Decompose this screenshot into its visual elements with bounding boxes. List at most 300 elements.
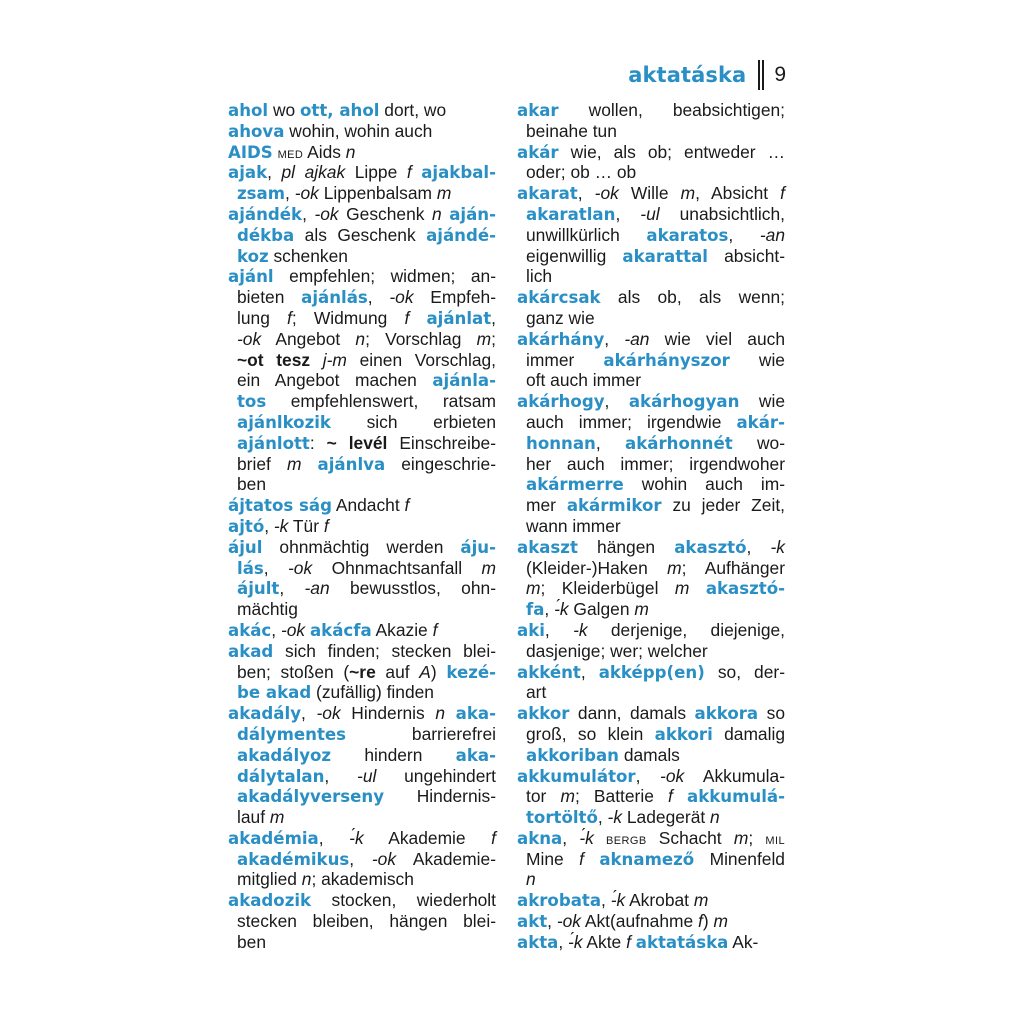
grammar-label: n: [345, 141, 356, 162]
gloss-text: mer: [526, 495, 567, 516]
grammar-label: -́k: [349, 827, 364, 848]
headword: aka-: [455, 704, 496, 724]
gloss-text: wohin auch im-: [623, 474, 785, 495]
gloss-text: Schacht: [646, 827, 734, 848]
entry-line: [517, 412, 785, 433]
gloss-text: ,: [562, 827, 580, 848]
gloss-text: derjenige, diejenige,: [587, 619, 785, 640]
gloss-text: [594, 828, 606, 848]
entry-line: [517, 183, 785, 204]
grammar-label: n: [355, 328, 366, 349]
gloss-text: Wille: [618, 183, 681, 204]
headword: tos: [237, 392, 267, 412]
gloss-text: , Absicht: [695, 183, 781, 204]
headword: akkumulátor: [517, 766, 636, 786]
headword: ahova: [228, 121, 285, 141]
gloss-text: ,: [604, 328, 625, 349]
entry-line: [228, 932, 496, 953]
gloss-text: ,: [279, 578, 305, 599]
gloss-text: ,: [264, 515, 274, 536]
gloss-text: [689, 578, 705, 598]
grammar-label: -an: [304, 578, 330, 599]
grammar-label: n: [301, 869, 312, 890]
gloss-text: bewusstlos, ohn-: [329, 578, 496, 599]
gloss-text: ,: [544, 599, 555, 620]
entry-line: [228, 287, 496, 308]
entry-line: [517, 620, 785, 641]
gloss-text: [445, 703, 456, 723]
grammar-label: f: [287, 307, 292, 328]
gloss-text: Mine: [526, 848, 580, 869]
headword: akkumulá-: [687, 787, 785, 807]
entry-line: [517, 641, 785, 662]
gloss-text: absicht-: [707, 245, 785, 266]
gloss-text: Galgen: [568, 599, 635, 620]
grammar-label: -an: [759, 224, 785, 245]
gloss-text: Hindernis-: [384, 786, 496, 807]
headword: akárhonnét: [625, 433, 733, 453]
subject-label: bergb: [606, 830, 647, 848]
headword: AIDS: [228, 142, 273, 162]
headword: akárhányszor: [603, 350, 730, 370]
headword: ott, ahol: [300, 101, 380, 120]
entry-line: [517, 433, 785, 454]
entry-line: [228, 329, 496, 350]
headword: akad: [228, 641, 274, 661]
headword: akár: [517, 142, 559, 162]
entry-line: [228, 537, 496, 558]
gloss-text: ,: [318, 827, 350, 848]
entry-line: [517, 204, 785, 225]
headword: koz: [237, 246, 269, 266]
headword: ajtó: [228, 516, 265, 536]
entry-line: [228, 474, 496, 495]
entry-line: [228, 828, 496, 849]
entry-line: [517, 869, 785, 890]
entry-line: [517, 142, 785, 163]
gloss-text: ,: [746, 536, 771, 557]
grammar-label: f: [323, 515, 329, 536]
headword: akaratlan: [526, 204, 616, 224]
headword: áju-: [460, 537, 496, 557]
grammar-label: -́k: [568, 931, 583, 952]
entry-line: [517, 890, 785, 911]
headword: akarattal: [622, 246, 708, 266]
gloss-text: ,: [601, 890, 611, 911]
gloss-text: wollen, beabsichtigen;: [558, 100, 785, 120]
entry-line: [228, 391, 496, 412]
gloss-text: ,: [491, 307, 496, 328]
entry-line: [517, 682, 785, 703]
gloss-text: sich finden; stecken blei-: [273, 640, 496, 661]
entry-line: [228, 370, 496, 391]
grammar-label: -ok: [288, 557, 313, 578]
gloss-text: so, der-: [704, 661, 785, 682]
headword: akar: [517, 101, 559, 120]
entry-line: [228, 807, 496, 828]
headword: akaratos: [646, 225, 729, 245]
headword: akként: [517, 662, 581, 682]
gloss-text: mächtig: [237, 599, 298, 620]
gloss-text: damals: [618, 744, 680, 765]
entry-line: [517, 599, 785, 620]
gloss-text: unwillkürlich: [526, 224, 647, 245]
grammar-label: f: [668, 786, 673, 807]
headword: akta: [517, 932, 559, 952]
gloss-text: brief: [237, 453, 287, 474]
gloss-text: Geschenk: [338, 203, 432, 224]
grammar-label: -k: [273, 515, 289, 536]
grammar-label: f: [579, 848, 584, 869]
entry-line: [228, 433, 496, 454]
headword: akadémia: [228, 828, 319, 848]
entry-line: [228, 869, 496, 890]
entry-line: [517, 266, 785, 287]
entry-line: [517, 474, 785, 495]
grammar-label: m: [634, 599, 649, 620]
gloss-text: [409, 308, 426, 328]
grammar-label: -an: [624, 328, 650, 349]
headword: ajánl: [228, 267, 274, 287]
entry-line: [517, 932, 785, 953]
headword: aki: [517, 620, 545, 640]
headword: ajánlott: [237, 433, 310, 453]
gloss-text: Akte: [582, 931, 627, 952]
gloss-text: ben: [237, 474, 267, 495]
grammar-label: m: [269, 807, 285, 828]
gloss-text: beinahe tun: [526, 120, 617, 141]
headword: aka-: [455, 745, 496, 765]
gloss-text: immer: [526, 349, 604, 370]
entry-line: [228, 162, 496, 183]
entry-line: [517, 537, 785, 558]
grammar-label: -ok: [594, 183, 619, 204]
gloss-text: Minenfeld: [694, 848, 785, 869]
gloss-text: Ak-: [728, 931, 759, 952]
gloss-text: oder; ob … ob: [526, 162, 637, 183]
gloss-text: ,: [324, 765, 358, 786]
grammar-label: f: [406, 162, 412, 183]
gloss-text: ,: [263, 557, 289, 578]
gloss-text: ,: [349, 848, 372, 869]
entry-line: [228, 495, 496, 516]
gloss-text: ben: [237, 931, 267, 952]
gloss-text: ,: [635, 765, 661, 786]
grammar-label: f: [432, 619, 438, 640]
headword: akárhogyan: [628, 392, 740, 412]
phrase: ~ levél: [326, 432, 388, 453]
entry-line: [228, 204, 496, 225]
entry-line: [517, 162, 785, 183]
entry-line: [517, 662, 785, 683]
headword: akaszt: [517, 537, 578, 557]
gloss-text: (zufällig) finden: [311, 682, 434, 703]
entry-line: [517, 578, 785, 599]
gloss-text: ,: [595, 432, 626, 453]
gloss-text: auch immer; irgendwie: [526, 411, 737, 432]
headword: ájul: [228, 537, 263, 557]
gloss-text: Tür: [288, 515, 324, 536]
grammar-label: m: [713, 911, 728, 932]
grammar-label: j-m: [322, 349, 347, 370]
gloss-text: wie viel auch: [649, 328, 785, 349]
gloss-text: [584, 849, 599, 869]
running-head-word: aktatáska: [628, 63, 747, 87]
right-column: [517, 100, 785, 953]
gloss-text: Akademie-: [396, 848, 496, 869]
entry-line: [517, 828, 785, 849]
entry-line: [228, 100, 496, 121]
gloss-text: ,: [544, 619, 574, 640]
grammar-label: -k: [573, 619, 588, 640]
gloss-text: ganz wie: [526, 307, 595, 328]
grammar-label: f: [491, 827, 496, 848]
entry-line: [228, 620, 496, 641]
grammar-label: m: [481, 557, 496, 578]
headword: ajánla-: [432, 371, 496, 391]
headword: ajánlva: [317, 454, 386, 474]
gloss-text: Hindernis: [340, 703, 436, 724]
headword: tortöltő: [526, 808, 598, 828]
headword: akadályoz: [237, 745, 332, 765]
grammar-label: -k: [607, 807, 623, 828]
gloss-text: Andacht: [331, 495, 405, 516]
entry-line: [228, 412, 496, 433]
gloss-text: als ob, als wenn;: [600, 287, 785, 308]
entry-line: [228, 786, 496, 807]
gloss-text: lung: [237, 307, 288, 328]
gloss-text: wie, als ob; entweder …: [558, 141, 785, 162]
gloss-text: ; Vorschlag: [365, 328, 477, 349]
gloss-text: ; Kleiderbügel: [540, 578, 675, 599]
entry-line: [517, 370, 785, 391]
grammar-label: -́k: [610, 890, 626, 911]
grammar-label: -́k: [579, 827, 594, 848]
entry-line: [228, 578, 496, 599]
gloss-text: ,: [267, 162, 282, 183]
gloss-text: [412, 162, 422, 182]
headword: fa: [526, 600, 545, 620]
headword: lás: [237, 558, 264, 578]
gloss-text: einen Vorschlag,: [346, 349, 496, 370]
gloss-text: ,: [580, 661, 599, 682]
entry-line: [517, 308, 785, 329]
gloss-text: ,: [577, 183, 595, 204]
grammar-label: pl ajkak: [281, 162, 346, 183]
gloss-text: damalig: [712, 723, 785, 744]
headword: akasztó: [674, 537, 747, 557]
gloss-text: lich: [526, 266, 553, 287]
gloss-text: [310, 350, 323, 370]
entry-line: [228, 183, 496, 204]
grammar-label: m: [733, 827, 749, 848]
entry-line: [228, 266, 496, 287]
headword: akadémikus: [237, 849, 350, 869]
gloss-text: sich erbieten: [330, 411, 496, 432]
grammar-label: m: [436, 183, 452, 204]
gloss-text: bieten: [237, 287, 302, 308]
gloss-text: wohin, wohin auch: [284, 120, 433, 141]
grammar-label: m: [560, 786, 575, 807]
gloss-text: wie: [739, 391, 785, 412]
grammar-label: n: [432, 203, 442, 224]
grammar-label: -ok: [316, 703, 341, 724]
entry-line: [517, 391, 785, 412]
headword: akadozik: [228, 891, 312, 911]
gloss-text: ,: [604, 391, 629, 412]
entry-line: [517, 287, 785, 308]
headword: ájtatos ság: [228, 496, 332, 516]
gloss-text: Angebot: [261, 328, 356, 349]
grammar-label: f: [698, 911, 703, 932]
headword: akt: [517, 912, 548, 932]
headword: be akad: [237, 683, 312, 703]
headword: akasztó-: [705, 579, 785, 599]
gloss-text: ; Batterie: [574, 786, 669, 807]
entry-line: [517, 121, 785, 142]
grammar-label: m: [680, 183, 696, 204]
gloss-text: empfehlenswert, ratsam: [266, 391, 496, 412]
gloss-text: ;: [491, 328, 496, 349]
grammar-label: f: [780, 183, 785, 204]
headword: aján-: [449, 204, 496, 224]
entry-line: [517, 225, 785, 246]
entry-line: [228, 558, 496, 579]
grammar-label: m: [667, 557, 682, 578]
grammar-label: -ul: [357, 765, 377, 786]
gloss-text: empfehlen; widmen; an-: [273, 266, 496, 287]
gloss-text: ,: [615, 203, 641, 224]
gloss-text: art: [526, 682, 547, 703]
gloss-text: ,: [367, 287, 390, 308]
gloss-text: Ohnmachtsanfall: [312, 557, 482, 578]
gloss-text: ,: [728, 224, 760, 245]
gloss-text: lauf: [237, 807, 270, 828]
entry-line: [228, 308, 496, 329]
gloss-text: Akrobat: [625, 890, 694, 911]
entry-line: [228, 121, 496, 142]
entry-line: [517, 786, 785, 807]
entry-line: [517, 329, 785, 350]
entry-line: [228, 849, 496, 870]
headword: dékba: [237, 225, 295, 245]
grammar-label: -ok: [371, 848, 397, 869]
entry-line: [228, 662, 496, 683]
gloss-text: auf: [375, 661, 420, 682]
gloss-text: tor: [526, 786, 561, 807]
headword: akármerre: [526, 475, 624, 495]
gloss-text: her auch immer; irgendwoher: [526, 453, 785, 474]
gloss-text: unabsichtlich,: [659, 203, 785, 224]
gloss-text: stocken, wiederholt: [311, 890, 496, 911]
entry-line: [228, 766, 496, 787]
gloss-text: ,: [271, 619, 281, 640]
gloss-text: ungehindert: [376, 765, 496, 786]
gloss-text: oft auch immer: [526, 370, 642, 391]
entry-line: [228, 682, 496, 703]
gloss-text: hindern: [331, 744, 456, 765]
grammar-label: m: [476, 328, 492, 349]
headword: akrobata: [517, 891, 602, 911]
entry-line: [517, 724, 785, 745]
headword: akadályverseny: [237, 787, 385, 807]
subject-label: med: [277, 144, 304, 162]
entry-line: [517, 807, 785, 828]
headword: kezé-: [446, 662, 497, 682]
gloss-text: Akazie: [371, 619, 433, 640]
headword: ajánlat: [426, 308, 492, 328]
entry-line: [228, 641, 496, 662]
headword: dálymentes: [237, 724, 347, 744]
gloss-text: groß, so klein: [526, 723, 655, 744]
gloss-text: dann, damals: [569, 703, 695, 724]
running-head-divider: [758, 60, 764, 90]
gloss-text: (Kleider-)Haken: [526, 557, 668, 578]
gloss-text: barrierefrei: [346, 723, 496, 744]
entry-line: [228, 703, 496, 724]
headword: akadály: [228, 704, 302, 724]
grammar-label: n: [526, 869, 536, 890]
entry-line: [228, 745, 496, 766]
entry-line: [228, 599, 496, 620]
headword: ahol: [228, 101, 269, 120]
page-number: 9: [774, 63, 786, 86]
headword: ajándék: [228, 204, 303, 224]
headword: akárcsak: [517, 288, 601, 308]
gloss-text: ; Aufhänger: [681, 557, 785, 578]
grammar-label: m: [526, 578, 541, 599]
headword: akárhogy: [517, 392, 605, 412]
headword: ajakbal-: [421, 163, 496, 183]
headword: akármikor: [566, 496, 662, 516]
grammar-label: -k: [770, 536, 785, 557]
entry-line: [517, 350, 785, 371]
gloss-text: so: [758, 703, 785, 724]
gloss-text: ; Widmung: [291, 307, 405, 328]
gloss-text: stecken bleiben, hängen blei-: [237, 911, 496, 932]
gloss-text: wo: [268, 100, 301, 120]
headword: akácfa: [309, 620, 372, 640]
grammar-label: n: [710, 807, 720, 828]
headword: ajak: [228, 163, 268, 183]
entry-line: [228, 454, 496, 475]
grammar-label: -ul: [640, 203, 660, 224]
entry-line: [228, 142, 496, 163]
grammar-label: f: [404, 495, 410, 516]
entry-line: [517, 911, 785, 932]
entry-line: [517, 766, 785, 787]
entry-line: [228, 911, 496, 932]
gloss-text: Aids: [303, 141, 346, 162]
grammar-label: -ok: [294, 183, 319, 204]
headword: aktatáska: [635, 932, 729, 952]
grammar-label: -ok: [237, 328, 262, 349]
gloss-text: ; akademisch: [311, 869, 414, 890]
entry-line: [517, 495, 785, 516]
gloss-text: [301, 454, 317, 474]
gloss-text: zu jeder Zeit,: [661, 495, 785, 516]
headword: ajánlkozik: [237, 412, 331, 432]
gloss-text: Einschreibe-: [387, 432, 496, 453]
gloss-text: ,: [301, 703, 317, 724]
entry-line: [517, 246, 785, 267]
headword: dálytalan: [237, 766, 325, 786]
grammar-label: -ok: [314, 203, 339, 224]
entry-line: [517, 745, 785, 766]
gloss-text: ,: [302, 203, 315, 224]
grammar-label: -ok: [280, 619, 306, 640]
grammar-label: m: [286, 453, 302, 474]
